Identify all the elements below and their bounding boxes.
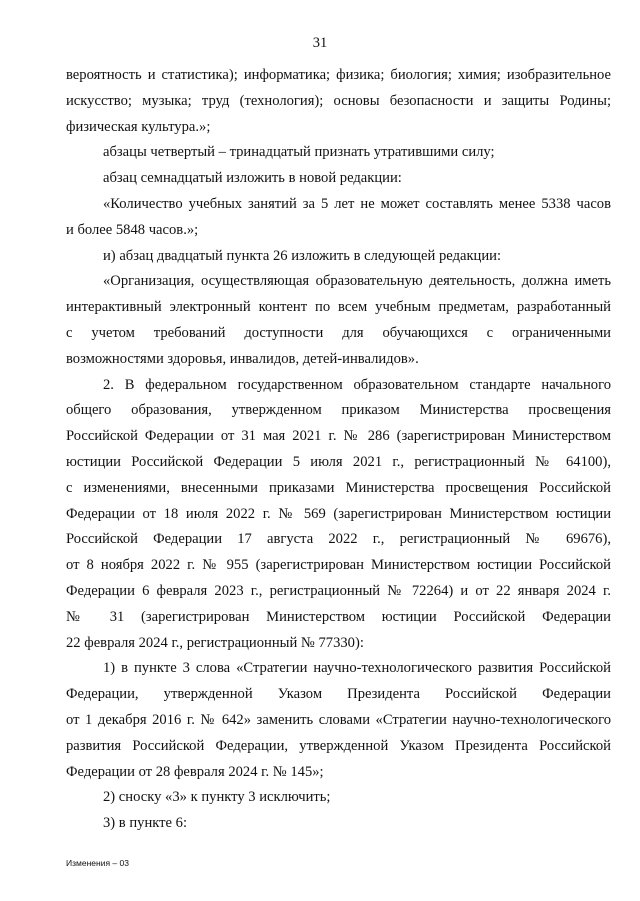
text-line: интерактивный электронный контент по всем учебным предметам, разработанный [66, 299, 611, 316]
text-line: 2) сноску «3» к пункту 3 исключить; [103, 789, 331, 806]
footer-note: Изменения – 03 [66, 858, 129, 868]
text-line: Российской Федерации от 31 мая 2021 г. № 286 (зарегистрирован Министерством [66, 428, 611, 445]
text-line: искусство; музыка; труд (технология); основы безопасности и защиты Родины; [66, 92, 611, 109]
text-line: с изменениями, внесенными приказами Министерства просвещения Российской [66, 479, 611, 496]
text-line: «Количество учебных занятий за 5 лет не может составлять менее 5338 часов [103, 195, 611, 212]
text-line: общего образования, утвержденном приказом Министерства просвещения [66, 402, 611, 419]
text-line: Федерации 6 февраля 2023 г., регистрационный № 72264) и от 22 января 2024 г. [66, 582, 611, 599]
document-body [66, 63, 611, 837]
text-line: абзацы четвертый – тринадцатый признать утратившими силу; [103, 144, 495, 161]
text-line: «Организация, осуществляющая образовательную деятельность, должна иметь [103, 273, 611, 290]
text-line: Российской Федерации 17 августа 2022 г., регистрационный № 69676), [66, 531, 611, 548]
page-number: 31 [312, 35, 328, 51]
text-line: физическая культура.»; [66, 118, 211, 135]
text-line: развития Российской Федерации, утвержденной Указом Президента Российской [66, 737, 611, 754]
text-line: 2. В федеральном государственном образовательном стандарте начального [103, 376, 611, 393]
text-line: и более 5848 часов.»; [66, 221, 199, 238]
text-line: юстиции Российской Федерации 5 июля 2021 г., регистрационный № 64100), [66, 453, 611, 470]
text-line: Федерации, утвержденной Указом Президента Российской Федерации [66, 686, 611, 703]
text-line: абзац семнадцатый изложить в новой редакции: [103, 170, 402, 187]
text-line: от 1 декабря 2016 г. № 642» заменить словами «Стратегии научно-технологического [66, 711, 611, 728]
text-line: 3) в пункте 6: [103, 815, 188, 832]
text-line: Федерации от 28 февраля 2024 г. № 145»; [66, 763, 324, 780]
text-line: с учетом требований доступности для обучающихся с ограниченными [66, 324, 611, 341]
text-line: вероятность и статистика); информатика; физика; биология; химия; изобразительное [66, 67, 611, 83]
text-line: Федерации от 18 июля 2022 г. № 569 (зарегистрирован Министерством юстиции [66, 505, 611, 522]
text-line: 22 февраля 2024 г., регистрационный № 77330): [66, 634, 364, 651]
text-line: № 31 (зарегистрирован Министерством юстиции Российской Федерации [66, 608, 611, 625]
text-line: возможностями здоровья, инвалидов, детей-инвалидов». [66, 350, 419, 367]
text-line: от 8 ноября 2022 г. № 955 (зарегистрирован Министерством юстиции Российской [66, 557, 611, 574]
text-line: и) абзац двадцатый пункта 26 изложить в следующей редакции: [103, 247, 502, 264]
text-line: 1) в пункте 3 слова «Стратегии научно-технологического развития Российской [103, 660, 611, 677]
